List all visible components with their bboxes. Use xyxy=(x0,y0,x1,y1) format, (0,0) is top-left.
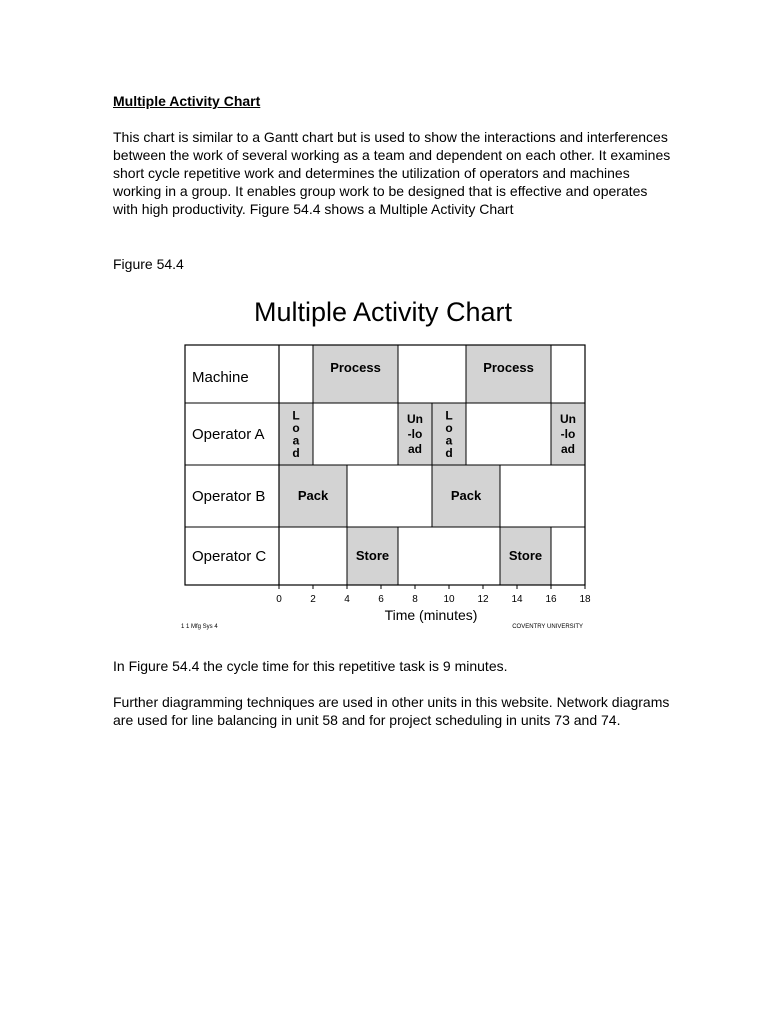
activity-label-3-1: Store xyxy=(508,548,543,563)
x-tick-label-7: 14 xyxy=(511,594,523,605)
row-label-2: Operator B xyxy=(192,488,266,505)
x-tick-label-1: 2 xyxy=(310,594,316,605)
activity-label-1-0-3: d xyxy=(292,445,300,460)
x-tick-label-9: 18 xyxy=(579,594,591,605)
row-label-3: Operator C xyxy=(192,548,267,565)
x-tick-label-6: 12 xyxy=(477,594,489,605)
activity-label-1-0-1: o xyxy=(292,420,300,435)
activity-label-3-0: Store xyxy=(355,548,390,563)
row-label-0: Machine xyxy=(192,369,249,386)
x-tick-label-5: 10 xyxy=(443,594,455,605)
activity-label-1-2-3: d xyxy=(445,445,453,460)
x-tick-label-8: 16 xyxy=(545,594,557,605)
figure-caption: Figure 54.4 xyxy=(113,256,184,272)
activity-label-1-3-2: ad xyxy=(560,442,576,456)
chart-footer-right: COVENTRY UNIVERSITY xyxy=(512,624,583,630)
activity-label-1-1-2: ad xyxy=(407,442,423,456)
activity-label-2-1: Pack xyxy=(450,488,482,503)
activity-label-1-2-2: a xyxy=(445,433,453,448)
chart-svg xyxy=(170,288,600,633)
x-tick-label-0: 0 xyxy=(276,594,282,605)
further-techniques-paragraph: Further diagramming techniques are used in other units in this website. Network diagrams are used for line balancing in unit 58 and for project scheduling in units 73 and 74. xyxy=(113,694,670,728)
activity-label-0-1: Process xyxy=(483,360,534,375)
activity-label-2-0: Pack xyxy=(297,488,329,503)
x-tick-label-2: 4 xyxy=(344,594,350,605)
activity-label-0-0: Process xyxy=(330,360,381,375)
chart-title: Multiple Activity Chart xyxy=(253,297,513,327)
activity-label-1-3-1: -lo xyxy=(560,427,576,441)
activity-label-1-2-0: L xyxy=(445,408,453,423)
cycle-time-paragraph: In Figure 54.4 the cycle time for this repetitive task is 9 minutes. xyxy=(113,658,508,674)
row-label-1: Operator A xyxy=(192,426,265,443)
x-tick-label-3: 6 xyxy=(378,594,384,605)
activity-label-1-2-1: o xyxy=(445,420,453,435)
activity-label-1-0-2: a xyxy=(292,433,300,448)
x-tick-label-4: 8 xyxy=(412,594,418,605)
x-axis-label: Time (minutes) xyxy=(384,607,478,623)
section-heading: Multiple Activity Chart xyxy=(113,93,261,109)
multiple-activity-chart xyxy=(170,288,600,633)
chart-footer-left: 1 1 Mfg Sys 4 xyxy=(181,624,218,630)
activity-label-1-1-0: Un xyxy=(407,412,423,426)
intro-paragraph: This chart is similar to a Gantt chart but is used to show the interactions and interferences between the work of several working as a team and dependent on each other. It examines short cycle repetitive work and determines the utilization of operators and machines working in a group. It enables group work to be designed that is effective and operates with high productivity. Figure 54.4 shows a Multiple Activity Chart xyxy=(113,129,671,217)
activity-label-1-3-0: Un xyxy=(560,412,576,426)
activity-label-1-0-0: L xyxy=(292,408,300,423)
activity-label-1-1-1: -lo xyxy=(407,427,423,441)
